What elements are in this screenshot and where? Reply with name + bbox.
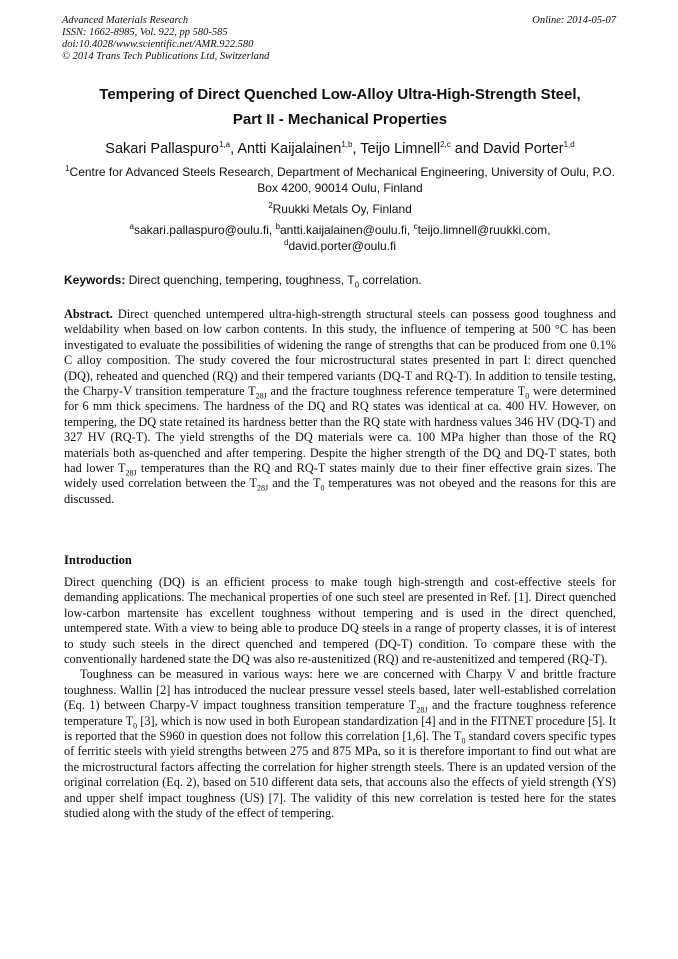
abstract	[64, 307, 616, 507]
affiliation-text: Ruukki Metals Oy, Finland	[272, 202, 412, 216]
author-list	[20, 140, 660, 158]
copyright-line: © 2014 Trans Tech Publications Ltd, Switzerland	[62, 51, 270, 62]
paragraph-text: standard covers specific types of ferritic steels with yield strengths between 275 and 875 MPa, so it is therefore important to find out what are the microstructural factors affecting the correlation for higher strength steels. There is an updated version of the original correlation (Eq. 2), based on 510 different data sets, that accouns also the effects of yield strength (YS) and upper shelf impact toughness (US) [7]. The validity of this new correlation is tested here for the states studied along with the study of the effect of tempering.	[64, 729, 616, 821]
online-date: Online: 2014-05-07	[532, 15, 616, 26]
affiliation-2	[60, 201, 620, 217]
abstract-text: Direct quenched untempered ultra-high-strength structural steels can possess good toughness and weldability when based on low carbon contents. In this study, the influence of tempering at 500 °C has been investigated to evaluate the possibilities of widening the range of strengths that can be produced from one 0.1% C alloy composition. The study covered the four microstructural states presented in part I: direct quenched (DQ), reheated and quenched (RQ) and their tempered variants (DQ-T and RQ-T). In addition to tensile testing, the Charpy-V transition temperature T	[64, 307, 616, 399]
paragraph-text: and the fracture toughness reference temperature T	[64, 698, 616, 728]
email-sup: d	[283, 238, 289, 247]
email-link[interactable]: teijo.limnell@ruukki.com,	[417, 223, 551, 237]
author-separator: ,	[352, 141, 361, 157]
introduction-body	[64, 575, 616, 822]
keywords	[64, 272, 618, 288]
author-sup: 1,d	[563, 140, 575, 150]
author-sup: 1,b	[341, 140, 353, 150]
paragraph-text: [3], which is now used in both European standardization [4] and in the FITNET procedure [5]. It is reported that the S960 in question does not follow this correlation [1,6]. The T	[64, 713, 616, 744]
subscript: 28J	[257, 483, 269, 493]
abstract-text: were determined for 6 mm thick specimens. The hardness of the DQ and RQ states was identical at ca. 400 HV. However, on tempering, the DQ state retained its hardness better than the RQ state with hardness values 346 HV (DQ-T) and 327 HV (RQ-T). The yield strengths of the DQ materials were ca. 100 MPa higher than those of the RQ materials both as-quenched and after tempering. Despite the higher strength of the DQ and DQ-T states, both had lower T	[64, 384, 616, 476]
author-sup: 2,c	[440, 140, 451, 150]
subscript: 28J	[255, 391, 267, 401]
author-separator: and	[450, 141, 483, 157]
title-line-1: Tempering of Direct Quenched Low-Alloy Ultra-High-Strength Steel,	[99, 86, 581, 103]
affiliation-sup: 1	[65, 164, 70, 173]
journal-name: Advanced Materials Research	[62, 15, 189, 26]
abstract-text: and the fracture toughness reference temperature T	[266, 384, 526, 399]
running-header	[62, 15, 616, 63]
subscript: 0	[525, 391, 530, 401]
abstract-text: temperatures than the RQ and RQ-T states mainly due to their finer effective grain sizes. The widely used correlation between the T	[64, 461, 616, 491]
subscript: 0	[461, 736, 466, 746]
email-link[interactable]: david.porter@oulu.fi	[288, 239, 397, 253]
author-name: Sakari Pallaspuro	[105, 141, 219, 157]
subscript: 0	[354, 280, 360, 290]
subscript: 28J	[125, 468, 137, 478]
email-sup: a	[129, 222, 134, 231]
doi-line: doi:10.4028/www.scientific.net/AMR.922.580	[62, 39, 254, 50]
author-separator: ,	[230, 141, 238, 157]
paragraph: Direct quenching (DQ) is an efficient process to make tough high-strength and cost-effective steels for demanding applications. The mechanical properties of one such steel are presented in Ref. [1]. Direct quenched low-carbon martensite has excellent toughness without tempering and is used in the direct quenched, untempered state. With a view to being able to produce DQ steels in a range of property classes, it is of interest to study such steels in the direct quenched and tempered (DQ-T) condition. To compare these with the conventionally hardened state the DQ was also re-austenitized (RQ) and re-austenitized and tempered (RQ-T).	[64, 575, 616, 667]
abstract-text: temperatures was not obeyed and the reasons for this are discussed.	[64, 476, 616, 506]
section-heading-introduction: Introduction	[64, 553, 132, 567]
author-name: Antti Kaijalainen	[237, 141, 342, 157]
paragraph	[64, 667, 616, 821]
subscript: 0	[133, 721, 138, 731]
email-sup: b	[275, 222, 280, 231]
email-sup: c	[413, 222, 418, 231]
keywords-text: Direct quenching, tempering, toughness, T	[125, 273, 355, 287]
subscript: 0	[320, 483, 325, 493]
abstract-text: and the T	[268, 476, 321, 491]
abstract-label: Abstract.	[64, 307, 113, 321]
paragraph-text: Toughness can be measured in various ways: here we are concerned with Charpy V and brittle fracture toughness. Wallin [2] has introduced the nuclear pressure vessel steels based, later well-established correlation (Eq. 1) between Charpy-V impact toughness transition temperature T	[64, 667, 616, 713]
affiliation-sup: 2	[268, 201, 273, 210]
email-link[interactable]: sakari.pallaspuro@oulu.fi,	[133, 223, 276, 237]
author-name: David Porter	[482, 141, 564, 157]
author-sup: 1,a	[218, 140, 231, 150]
paper-title	[40, 82, 640, 132]
affiliation-text: Centre for Advanced Steels Research, Department of Mechanical Engineering, University of Oulu, P.O. Box 4200, 90014 Oulu, Finland	[69, 165, 615, 195]
keywords-label: Keywords:	[64, 273, 126, 287]
email-link[interactable]: antti.kaijalainen@oulu.fi,	[280, 223, 414, 237]
keywords-text: correlation.	[359, 273, 422, 287]
author-emails	[60, 222, 620, 254]
author-name: Teijo Limnell	[360, 141, 441, 157]
title-line-2: Part II - Mechanical Properties	[232, 111, 448, 128]
subscript: 28J	[416, 705, 428, 715]
affiliation-1	[60, 164, 620, 196]
issn-line: ISSN: 1662-8985, Vol. 922, pp 580-585	[62, 27, 228, 38]
